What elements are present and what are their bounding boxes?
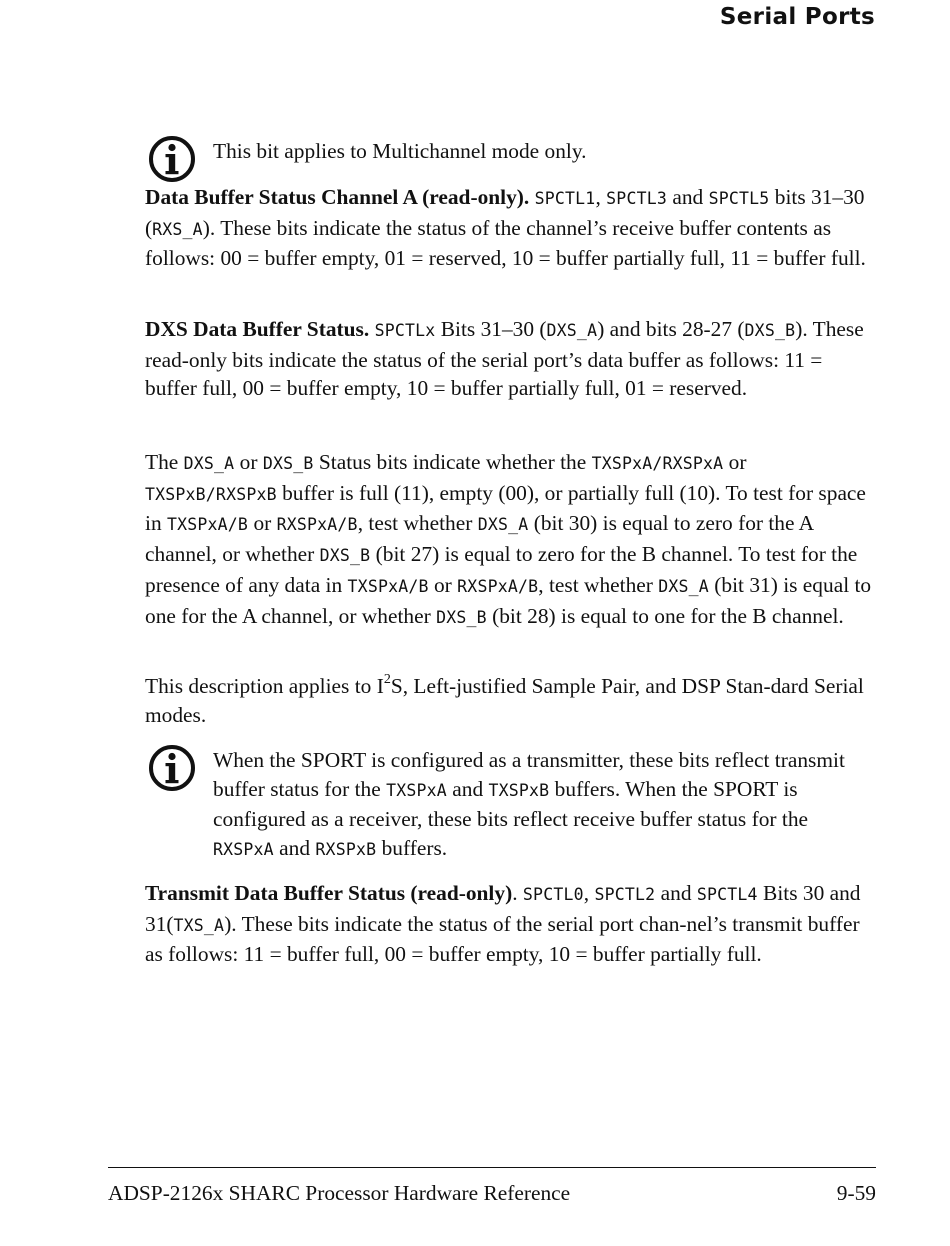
bit-name: RXS_A (152, 219, 203, 239)
text: S, Left-justified Sample Pair, and DSP Stan-dard Serial modes. (145, 674, 864, 727)
text: Status bits indicate whether the (318, 450, 587, 474)
text: , (595, 185, 601, 209)
buffer-name: TXSPxB (488, 780, 550, 800)
text: , test whether (538, 572, 653, 597)
paragraph-transmit-buffer-status (145, 879, 873, 969)
text: ) and bits 28-27 ( (597, 317, 745, 341)
bit-name: DXS_A (546, 321, 598, 340)
text: and (660, 881, 692, 905)
text: and (279, 836, 311, 861)
bit-name: DXS_A (183, 454, 235, 473)
buffer-name: TXSPxA (386, 780, 447, 800)
bit-name: DXS_B (319, 546, 371, 566)
text: bits 31–30 ( (145, 185, 865, 240)
paragraph-heading: Transmit Data Buffer Status (read-only) (145, 881, 513, 905)
text: (bit 30) is equal to zero for the A channel, or whether (145, 511, 813, 567)
info-icon (148, 744, 196, 792)
text: Bits 30 and 31( (145, 881, 861, 936)
buffer-name: TXSPxA/B (347, 576, 429, 596)
paragraph-heading: DXS Data Buffer Status. (145, 317, 370, 341)
text: ). These read-only bits indicate the status of the serial port’s data buffer as follows: 11 = buffer full, 00 = buffer empty, 10 = buffer partially full, 01 = reserved. (145, 317, 864, 401)
text: (bit 27) is equal to zero for the B channel. To test for the presence of any data in (145, 542, 858, 597)
text: or (433, 572, 452, 597)
bit-name: DXS_A (658, 576, 709, 596)
book-title: ADSP-2126x SHARC Processor Hardware Reference (108, 1181, 571, 1205)
text: (bit 31) is equal to one for the A channel, or whether (145, 572, 872, 628)
buffer-name: RXSPxA/B (276, 515, 358, 535)
register-name: SPCTL2 (594, 885, 656, 904)
text: buffers. (381, 836, 448, 861)
paragraph-heading: Data Buffer Status Channel A (read-only). (145, 185, 530, 209)
buffer-name: TXSPxB/RXSPxB (145, 484, 277, 504)
register-name: SPCTL3 (606, 189, 667, 208)
text: When the SPORT is configured as a transmitter, these bits reflect transmit buffer status for the (213, 748, 845, 801)
buffer-name: RXSPxA/B (457, 576, 539, 596)
text: and (452, 776, 484, 801)
text: The (145, 450, 179, 474)
register-name: SPCTL0 (522, 885, 584, 904)
buffer-name: TXSPxA/B (167, 515, 249, 535)
text: or (253, 511, 272, 536)
paragraph-modes (145, 672, 873, 729)
text: , test whether (357, 511, 473, 536)
register-name: SPCTLx (374, 321, 436, 340)
paragraph-data-buffer-status-a (145, 183, 873, 273)
section-title: Serial Ports (719, 4, 875, 30)
page-number: 9-59 (836, 1181, 876, 1205)
buffer-name: TXSPxA/RXSPxA (591, 454, 724, 473)
text: or (728, 450, 747, 474)
register-name: SPCTL5 (708, 189, 770, 208)
superscript: 2 (383, 671, 391, 687)
register-name: SPCTL1 (534, 189, 596, 208)
bit-name: DXS_B (436, 607, 487, 627)
text: buffers. When the SPORT is configured as a receiver, these bits reflect receive buffer status for the (213, 776, 809, 832)
note-box (145, 744, 873, 864)
buffer-name: RXSPxA (213, 840, 274, 860)
note-text: This bit applies to Multichannel mode only. (213, 139, 587, 163)
text: . (512, 881, 518, 905)
text: or (239, 450, 258, 474)
bit-name: DXS_B (262, 454, 314, 473)
note-box (145, 133, 873, 181)
text: Bits 31–30 ( (440, 317, 547, 341)
bit-name: TXS_A (173, 915, 225, 935)
info-icon (148, 135, 196, 183)
text: (bit 28) is equal to one for the B channel. (492, 603, 844, 628)
text: , (583, 881, 590, 905)
register-name: SPCTL4 (696, 885, 758, 904)
text: and (672, 185, 704, 209)
buffer-name: RXSPxB (315, 840, 377, 860)
footer-divider (108, 1167, 876, 1168)
bit-name: DXS_A (477, 515, 529, 535)
paragraph-status-bits (145, 448, 873, 632)
bit-name: DXS_B (744, 321, 796, 340)
paragraph-dxs-data-buffer-status (145, 315, 873, 403)
note-text (213, 746, 873, 865)
text: ). These bits indicate the status of the serial port chan-nel’s transmit buffer as follows: 11 = buffer full, 00 = buffer empty, 10 = buffer partially full. (145, 911, 860, 967)
text: ). These bits indicate the status of the channel’s receive buffer contents as follows: 00 = buffer empty, 01 = reserved, 10 = buffer partially full, 11 = buffer full. (145, 215, 866, 271)
text: This description applies to I (145, 674, 384, 698)
text: buffer is full (11), empty (00), or partially full (10). To test for space in (145, 480, 866, 536)
